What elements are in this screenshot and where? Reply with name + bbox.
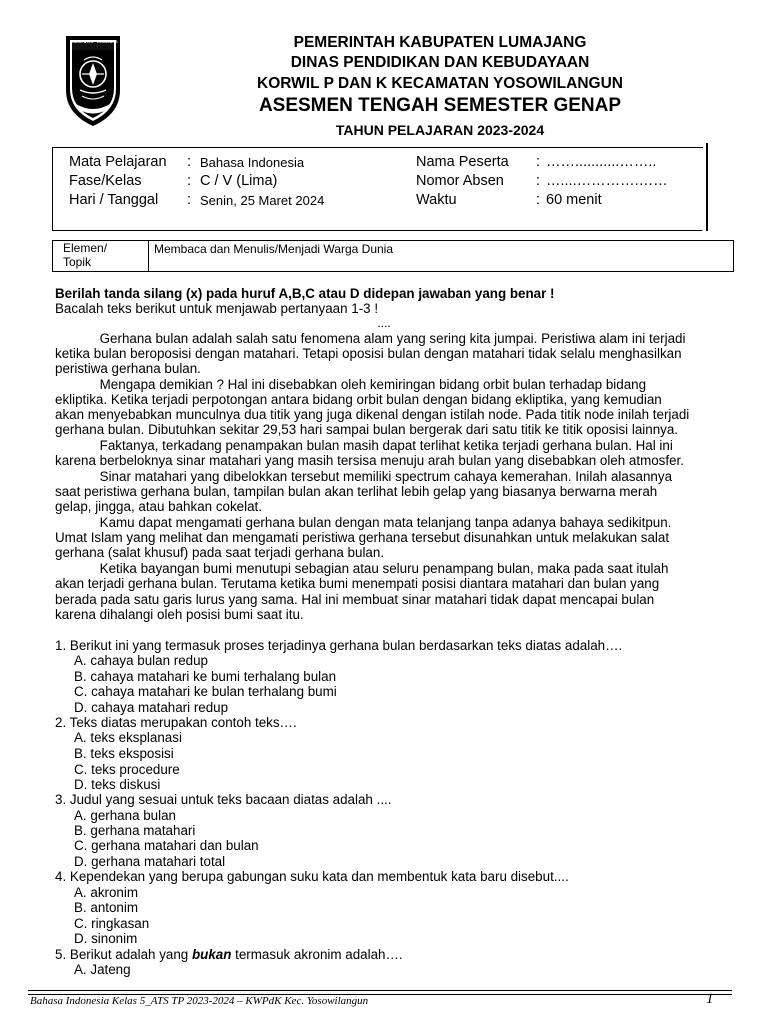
answer-option-c[interactable]: C. ringkasan (74, 916, 150, 931)
passage-line: Gerhana bulan adalah salah satu fenomena alam yang sering kita jumpai. Peristiwa alam ini terjadi (55, 331, 686, 346)
question-text: 1. Berikut ini yang termasuk proses terjadinya gerhana bulan berdasarkan teks diatas adalah…. (55, 638, 623, 653)
passage-line: Faktanya, terkadang penampakan bulan masih dapat terlihat ketika terjadi gerhana bulan. Hal ini (55, 438, 673, 453)
time-label: Waktu (416, 192, 457, 208)
question-text: 2. Teks diatas merupakan contoh teks…. (55, 715, 297, 730)
lumajang-crest-logo (62, 30, 124, 130)
date-value: Senin, 25 Maret 2024 (200, 193, 325, 208)
page-number: 1 (706, 991, 714, 1007)
class-label: Fase/Kelas (69, 173, 142, 189)
passage-line: ketika bulan beroposisi dengan matahari. Tetapi oposisi bulan dengan matahari tidak selalu menghasilkan (55, 346, 682, 361)
answer-option-b[interactable]: B. gerhana matahari (74, 823, 196, 838)
table-divider (148, 241, 149, 271)
date-label: Hari / Tanggal (69, 192, 159, 208)
element-topic-table (52, 240, 734, 272)
passage-line: karena dihalangi oleh posisi bumi saat itu. (55, 607, 304, 622)
ellipsis-marker: .... (377, 316, 391, 330)
passage-line: berada pada satu garis lurus yang sama. Hal ini membuat sinar matahari tidak dapat mencapai bulan (55, 592, 655, 607)
passage-line: Umat Islam yang melihat dan mengamati peristiwa gerhana tersebut disunahkan untuk melakukan salat (55, 530, 670, 545)
logo-caption-right: LUMAJANG (97, 40, 118, 44)
answer-option-a[interactable]: A. akronim (74, 885, 138, 900)
element-label-line1: Elemen/ (63, 241, 108, 255)
question-text-pre: 5. Berikut adalah yang (55, 947, 192, 962)
passage-line: saat peristiwa gerhana bulan, tampilan bulan akan terlihat lebih gelap yang biasanya berwarna merah (55, 484, 658, 499)
answer-option-b[interactable]: B. cahaya matahari ke bumi terhalang bulan (74, 669, 337, 684)
answer-option-d[interactable]: D. gerhana matahari total (74, 854, 226, 869)
answer-option-b[interactable]: B. antonim (74, 900, 139, 915)
passage-line: ekliptika. Ketika terjadi perpotongan antara bidang orbit bulan dengan bidang ekliptika, yang kemudian (55, 392, 662, 407)
passage-line: karena berbeloknya sinar matahari yang masih tersisa menuju arah bulan yang disebabkan oleh atmosfer. (55, 453, 684, 468)
question-text: 4. Kependekan yang berupa gabungan suku kata dan membentuk kata baru disebut.... (55, 869, 569, 884)
sub-instruction: Bacalah teks berikut untuk menjawab pertanyaan 1-3 ! (55, 301, 379, 316)
passage-line: akan menyebabkan munculnya dua titik yang juga dikenal dengan istilah node. Pada titik node inilah terjadi (55, 407, 690, 422)
element-topic-label (63, 242, 107, 269)
answer-option-a[interactable]: A. teks eksplanasi (74, 730, 182, 745)
subject-label: Mata Pelajaran (69, 154, 167, 170)
date-colon: : (187, 192, 192, 208)
logo-caption-left: KABUPATEN (71, 40, 94, 44)
passage-line: gerhana (salat khusuf) pada saat terjadi gerhana bulan. (55, 545, 385, 560)
absence-number-field[interactable]: …....………….…… (546, 173, 668, 189)
header-department: DINAS PENDIDIKAN DAN KEBUDAYAAN (290, 54, 590, 71)
answer-option-d[interactable]: D. cahaya matahari redup (74, 700, 229, 715)
time-colon: : (536, 192, 541, 208)
passage-line: peristiwa gerhana bulan. (55, 361, 201, 376)
academic-year: TAHUN PELAJARAN 2023-2024 (335, 122, 545, 138)
passage-line: Sinar matahari yang dibelokkan tersebut memiliki spectrum cahaya kemerahan. Inilah alasannya (55, 469, 673, 484)
element-label-line2: Topik (63, 254, 92, 269)
passage-line: akan terjadi gerhana bulan. Terutama ketika bumi menempati posisi diantara matahari dan bulan yang (55, 576, 660, 591)
answer-option-c[interactable]: C. cahaya matahari ke bulan terhalang bumi (74, 684, 337, 699)
passage-line: gelap, jingga, atau bahkan cokelat. (55, 499, 262, 514)
student-name-label: Nama Peserta (416, 154, 509, 170)
question-text-post: termasuk akronim adalah…. (231, 947, 403, 962)
question-text: 3. Judul yang sesuai untuk teks bacaan diatas adalah .... (55, 792, 392, 807)
footer-text: Bahasa Indonesia Kelas 5_ATS TP 2023-2024 – KWPdK Kec. Yosowilangun (30, 995, 369, 1007)
main-instruction: Berilah tanda silang (x) pada huruf A,B,C atau D didepan jawaban yang benar ! (55, 286, 555, 301)
info-box-right-rule (706, 143, 708, 231)
passage-line: Mengapa demikian ? Hal ini disebabkan oleh kemiringan bidang orbit bulan terhadap bidang (55, 377, 647, 392)
passage-line: gerhana bulan. Dibutuhkan sekitar 29,53 hari sampai bulan bergerak dari satu titik ke titik oposisi lainnya. (55, 422, 679, 437)
student-name-colon: : (536, 154, 541, 170)
answer-option-c[interactable]: C. teks procedure (74, 762, 180, 777)
element-topic-value: Membaca dan Menulis/Menjadi Warga Dunia (154, 242, 394, 256)
student-name-field[interactable]: ……...........…….. (546, 154, 657, 170)
answer-option-d[interactable]: D. sinonim (74, 931, 138, 946)
answer-option-c[interactable]: C. gerhana matahari dan bulan (74, 838, 259, 853)
subject-colon: : (187, 154, 192, 170)
exam-title: ASESMEN TENGAH SEMESTER GENAP (258, 95, 622, 116)
header-government: PEMERINTAH KABUPATEN LUMAJANG (293, 34, 587, 51)
answer-option-d[interactable]: D. teks diskusi (74, 777, 161, 792)
header-korwil: KORWIL P DAN K KECAMATAN YOSOWILANGUN (257, 75, 623, 92)
class-colon: : (187, 173, 192, 189)
passage-line: Ketika bayangan bumi menutupi sebagian atau seluru penampang bulan, maka pada saat itulah (55, 561, 669, 576)
question-emphasis: bukan (191, 947, 232, 962)
absence-number-label: Nomor Absen (416, 173, 504, 189)
answer-option-a[interactable]: A. gerhana bulan (74, 808, 176, 823)
absence-number-colon: : (536, 173, 541, 189)
answer-option-b[interactable]: B. teks eksposisi (74, 746, 174, 761)
class-value: C / V (Lima) (200, 173, 278, 189)
time-value: 60 menit (546, 192, 602, 208)
passage-line: Kamu dapat mengamati gerhana bulan dengan mata telanjang tanpa adanya bahaya sedikitpun. (55, 515, 672, 530)
answer-option-a[interactable]: A. cahaya bulan redup (74, 653, 209, 668)
answer-option-a[interactable]: A. Jateng (74, 962, 131, 977)
subject-value: Bahasa Indonesia (200, 155, 305, 170)
question-text (55, 947, 403, 962)
